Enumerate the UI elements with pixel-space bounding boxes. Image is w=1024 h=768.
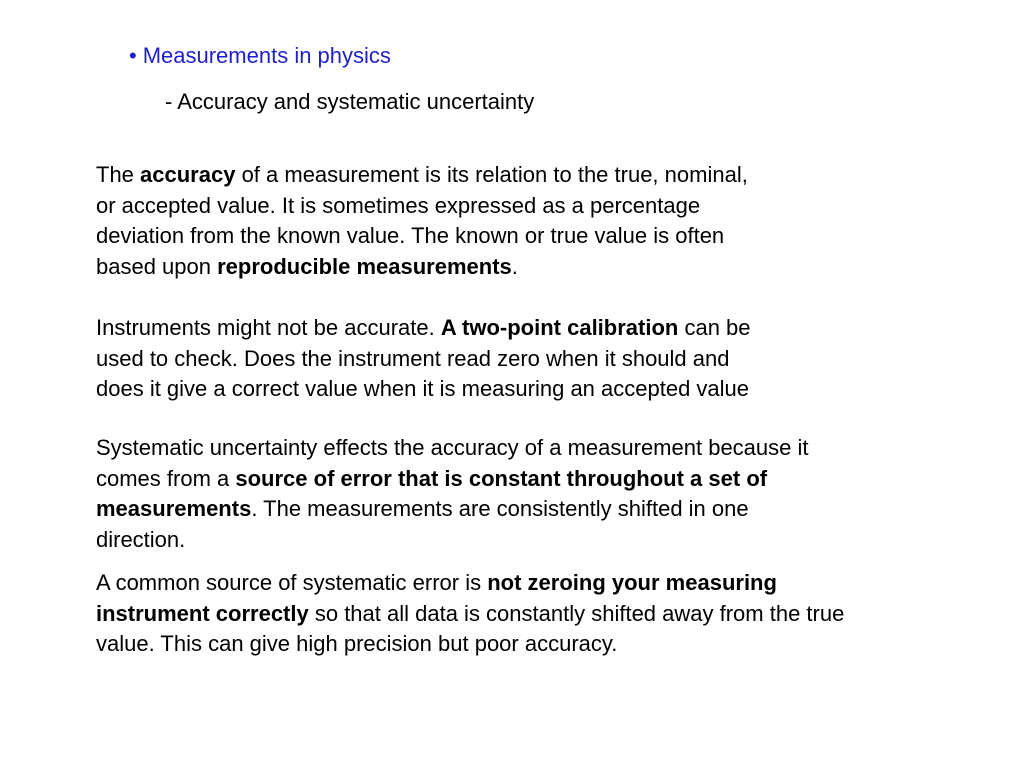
paragraph-systematic-uncertainty xyxy=(96,433,956,556)
bold-term: measurements xyxy=(96,496,252,522)
text-line xyxy=(96,568,996,599)
bold-term: source of error that is constant throughout a set of xyxy=(235,465,768,491)
text-run: A common source of systematic error is xyxy=(96,570,488,595)
bullet-icon: • xyxy=(129,43,137,68)
bold-term: reproducible measurements xyxy=(217,254,512,280)
slide-title: Measurements in physics xyxy=(142,43,391,68)
text-line xyxy=(96,464,956,495)
text-run: comes from a xyxy=(96,465,236,491)
text-line: deviation from the known value. The known or true value is often xyxy=(96,223,725,249)
text-line xyxy=(96,252,896,283)
text-run: . xyxy=(511,254,518,280)
text-run: Instruments might not be accurate. xyxy=(96,315,441,340)
text-line: Systematic uncertainty effects the accuracy of a measurement because it xyxy=(96,435,809,460)
text-line xyxy=(96,599,996,630)
text-line xyxy=(96,494,956,525)
text-line xyxy=(96,160,896,191)
text-run: so that all data is constantly shifted away from the true xyxy=(308,600,845,626)
text-line xyxy=(96,313,896,344)
text-line: used to check. Does the instrument read zero when it should and xyxy=(96,345,730,371)
text-run: . The measurements are consistently shifted in one xyxy=(251,496,749,522)
bold-term: not zeroing your measuring xyxy=(487,570,777,595)
slide-subheading: - Accuracy and systematic uncertainty xyxy=(165,89,535,114)
bold-term: A two-point calibration xyxy=(440,315,679,340)
slide-heading xyxy=(129,42,391,70)
text-line: or accepted value. It is sometimes expressed as a percentage xyxy=(96,192,701,218)
bold-term: accuracy xyxy=(140,162,236,187)
text-line: does it give a correct value when it is measuring an accepted value xyxy=(96,376,750,402)
paragraph-accuracy xyxy=(96,160,896,283)
bold-term: instrument correctly xyxy=(96,600,309,626)
text-line: direction. xyxy=(96,527,186,553)
paragraph-calibration xyxy=(96,313,896,405)
text-run: of a measurement is its relation to the true, nominal, xyxy=(235,162,748,187)
paragraph-systematic-error-source xyxy=(96,568,996,660)
text-run: The xyxy=(96,162,141,187)
text-run: can be xyxy=(678,315,751,340)
text-line: value. This can give high precision but poor accuracy. xyxy=(96,631,618,657)
text-run: based upon xyxy=(96,254,218,280)
